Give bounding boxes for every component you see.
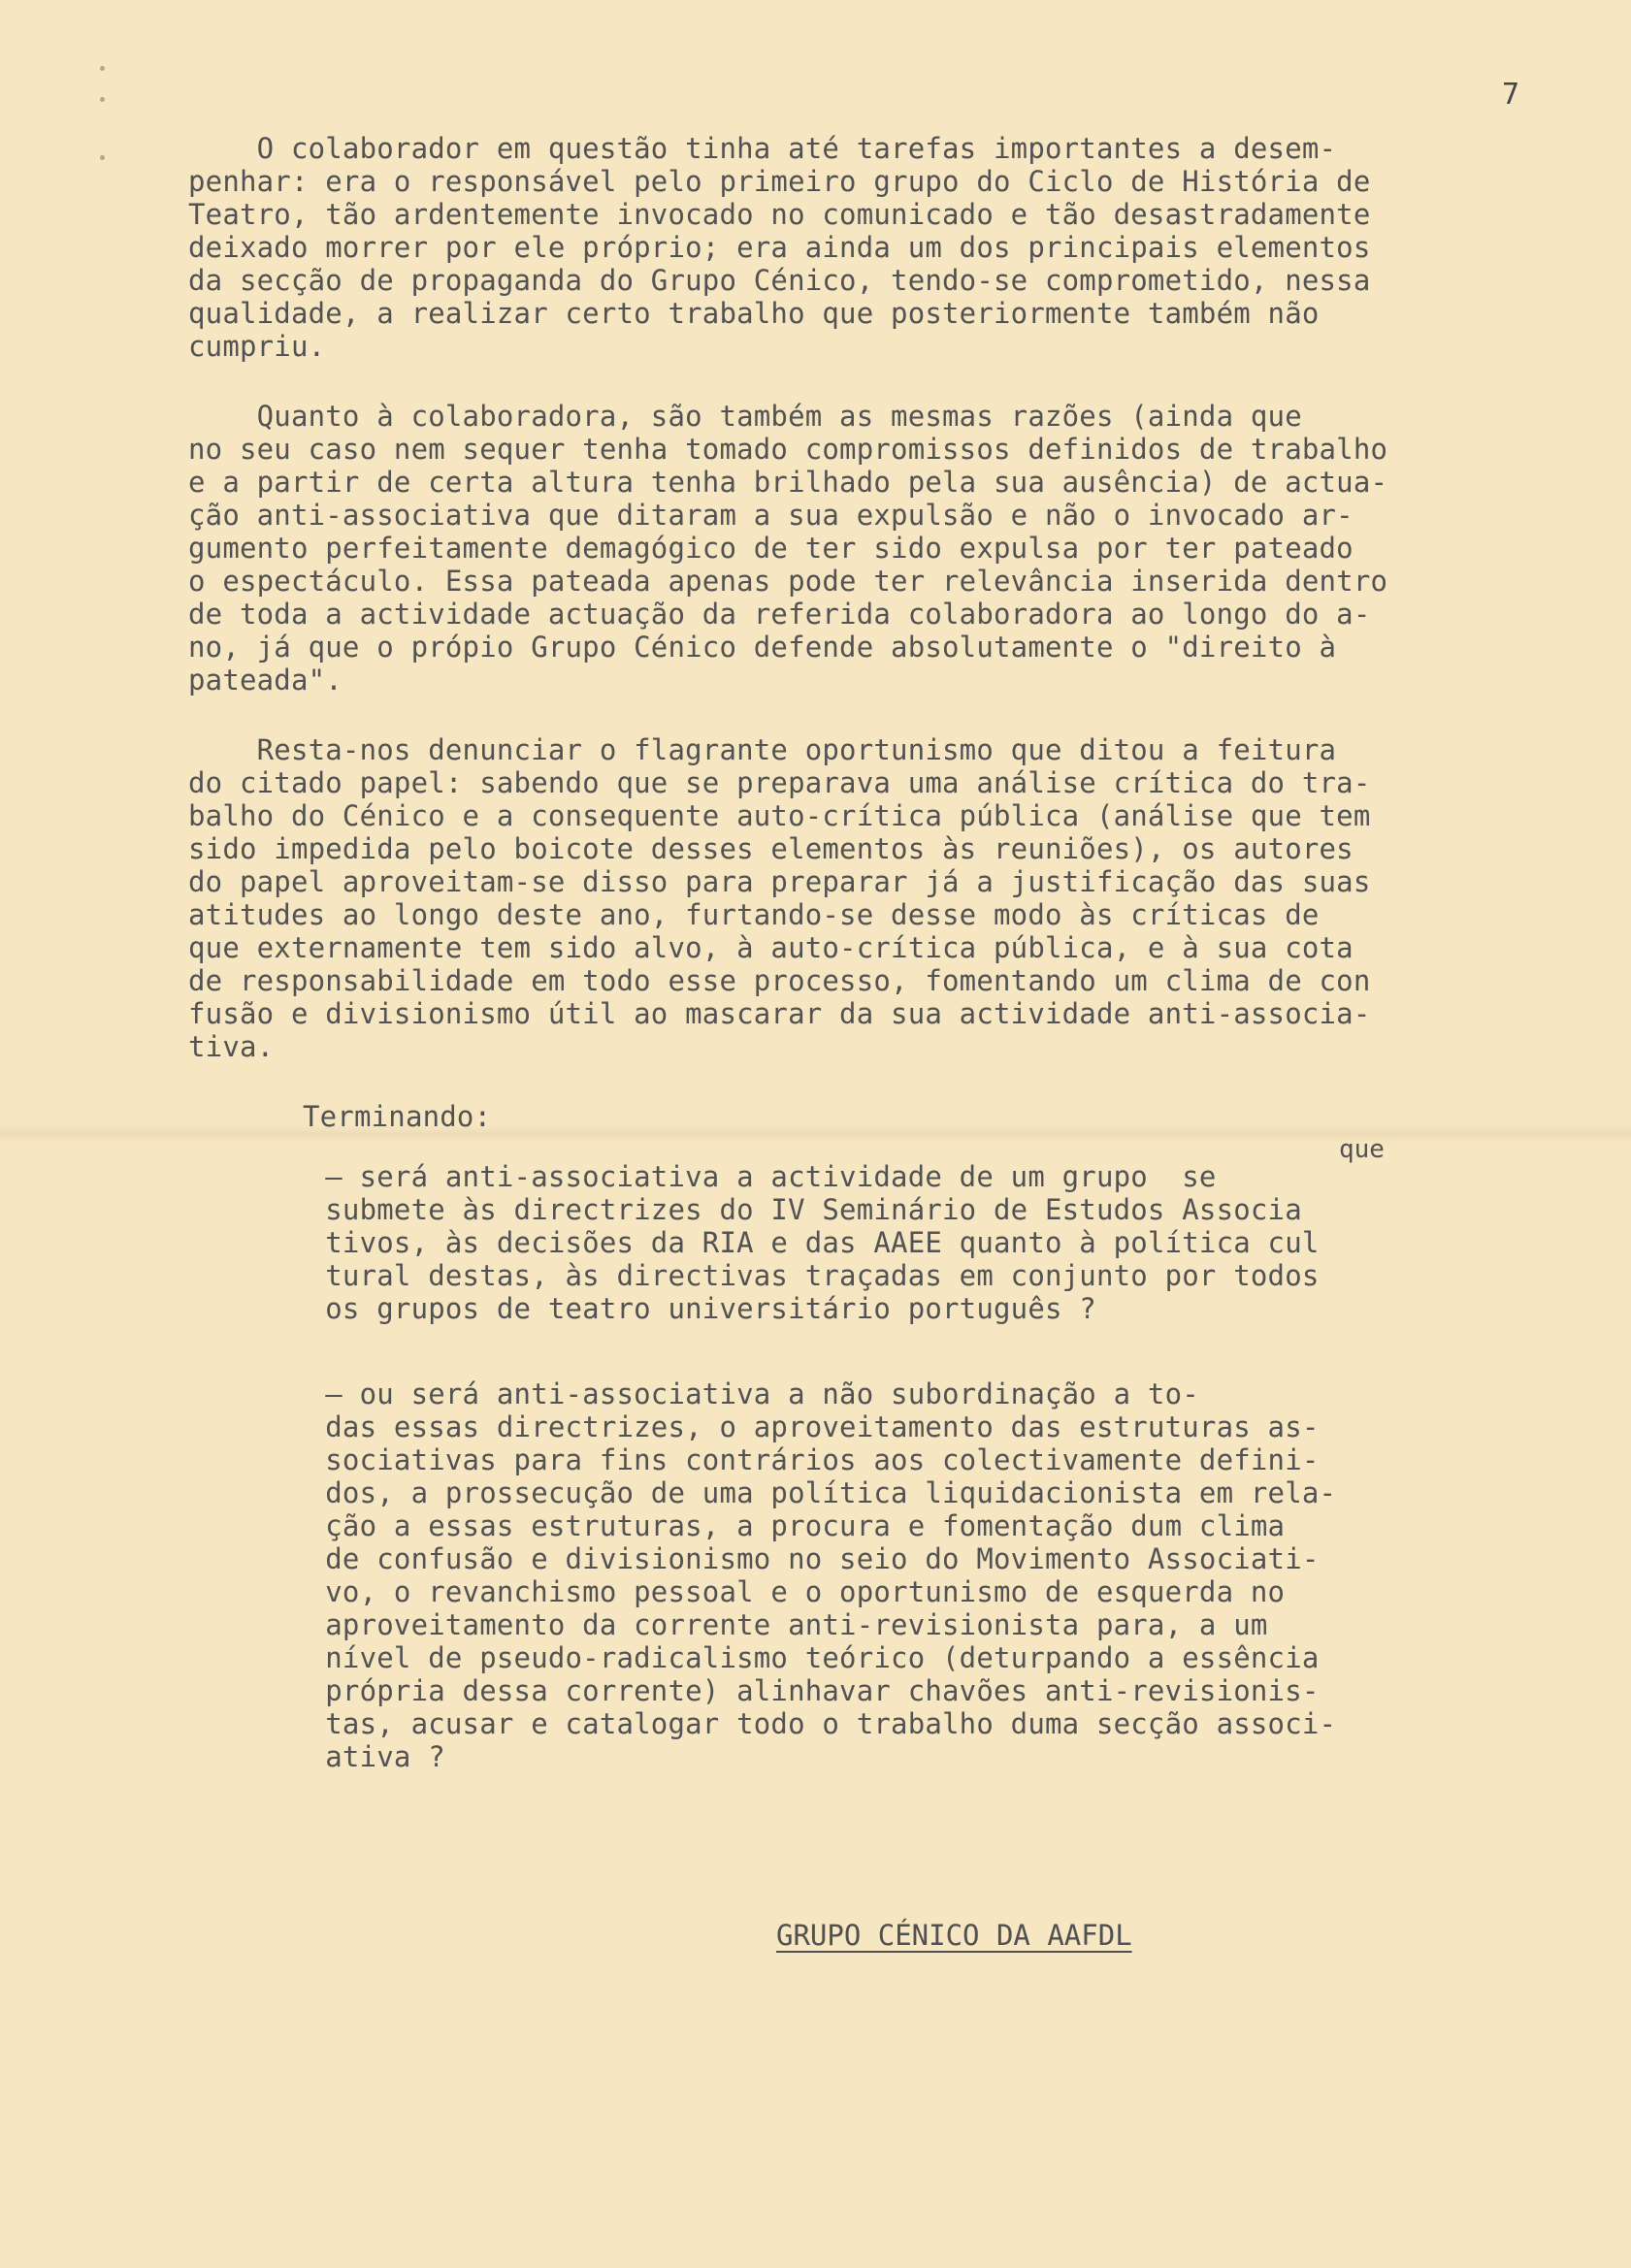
- text-line: ção a essas estruturas, a procura e fomentação dum clima: [188, 1509, 1286, 1542]
- page-number: 7: [1501, 78, 1519, 112]
- text-line: pateada".: [188, 664, 343, 697]
- text-line: fusão e divisionismo útil ao mascarar da sua actividade anti-associa-: [188, 997, 1371, 1030]
- text-line: deixado morrer por ele próprio; era ainda um dos principais elementos: [188, 231, 1371, 264]
- text-line: nível de pseudo-radicalismo teórico (deturpando a essência: [188, 1641, 1320, 1674]
- text-line: sido impedida pelo boicote desses elementos às reuniões), os autores: [188, 832, 1354, 865]
- text-line: — será anti-associativa a actividade de um grupo se: [188, 1160, 1217, 1193]
- text-line: no seu caso nem sequer tenha tomado compromissos definidos de trabalho: [188, 433, 1388, 466]
- text-line: gumento perfeitamente demagógico de ter sido expulsa por ter pateado: [188, 532, 1354, 565]
- text-line: do citado papel: sabendo que se preparava uma análise crítica do tra-: [188, 766, 1371, 799]
- text-line: O colaborador em questão tinha até tarefas importantes a desem-: [188, 132, 1337, 165]
- text-line: Quanto à colaboradora, são também as mesmas razões (ainda que: [188, 400, 1302, 433]
- text-line: que externamente tem sido alvo, à auto-crítica pública, e à sua cota: [188, 931, 1354, 964]
- text-line: Teatro, tão ardentemente invocado no comunicado e tão desastradamente: [188, 198, 1371, 231]
- text-line: qualidade, a realizar certo trabalho que posteriormente também não: [188, 297, 1320, 330]
- text-line: no, já que o própio Grupo Cénico defende absolutamente o "direito à: [188, 631, 1337, 664]
- text-line: penhar: era o responsável pelo primeiro grupo do Ciclo de História de: [188, 165, 1371, 198]
- text-line: tural destas, às directivas traçadas em conjunto por todos: [188, 1259, 1320, 1292]
- text-line: da secção de propaganda do Grupo Cénico, tendo-se comprometido, nessa: [188, 264, 1371, 297]
- text-line: ativa ?: [188, 1740, 445, 1773]
- text-line: aproveitamento da corrente anti-revisionista para, a um: [188, 1608, 1268, 1641]
- text-line: sociativas para fins contrários aos colectivamente defini-: [188, 1443, 1320, 1476]
- punch-hole-mark: [100, 155, 105, 160]
- signature: GRUPO CÉNICO DA AAFDL: [776, 1919, 1132, 1952]
- text-line: tiva.: [188, 1030, 275, 1063]
- text-line: tas, acusar e catalogar todo o trabalho duma secção associ-: [188, 1707, 1337, 1740]
- handwritten-insertion: que: [1339, 1135, 1385, 1164]
- text-line: das essas directrizes, o aproveitamento das estruturas as-: [188, 1410, 1320, 1443]
- text-line: ção anti-associativa que ditaram a sua expulsão e não o invocado ar-: [188, 499, 1354, 532]
- text-line: de confusão e divisionismo no seio do Movimento Associati-: [188, 1542, 1320, 1575]
- text-line: o espectáculo. Essa pateada apenas pode ter relevância inserida dentro: [188, 565, 1388, 598]
- text-line: de responsabilidade em todo esse processo, fomentando um clima de con: [188, 964, 1371, 997]
- punch-hole-mark: [100, 97, 105, 102]
- text-line: de toda a actividade actuação da referida colaboradora ao longo do a-: [188, 598, 1371, 631]
- text-line: cumpriu.: [188, 330, 326, 363]
- text-line: — ou será anti-associativa a não subordinação a to-: [188, 1377, 1199, 1410]
- section-heading: Terminando:: [303, 1100, 492, 1133]
- text-line: e a partir de certa altura tenha brilhado pela sua ausência) de actua-: [188, 466, 1388, 499]
- text-line: tivos, às decisões da RIA e das AAEE quanto à política cul: [188, 1226, 1320, 1259]
- text-line: submete às directrizes do IV Seminário de Estudos Associa: [188, 1193, 1302, 1226]
- text-line: os grupos de teatro universitário português ?: [188, 1292, 1096, 1325]
- text-line: Resta-nos denunciar o flagrante oportunismo que ditou a feitura: [188, 733, 1337, 766]
- text-line: própria dessa corrente) alinhavar chavões anti-revisionis-: [188, 1674, 1320, 1707]
- punch-hole-mark: [100, 66, 105, 71]
- text-line: balho do Cénico e a consequente auto-crítica pública (análise que tem: [188, 799, 1371, 832]
- text-line: atitudes ao longo deste ano, furtando-se desse modo às críticas de: [188, 898, 1320, 931]
- text-line: dos, a prossecução de uma política liquidacionista em rela-: [188, 1476, 1337, 1509]
- text-line: vo, o revanchismo pessoal e o oportunismo de esquerda no: [188, 1575, 1286, 1608]
- text-line: do papel aproveitam-se disso para preparar já a justificação das suas: [188, 865, 1371, 898]
